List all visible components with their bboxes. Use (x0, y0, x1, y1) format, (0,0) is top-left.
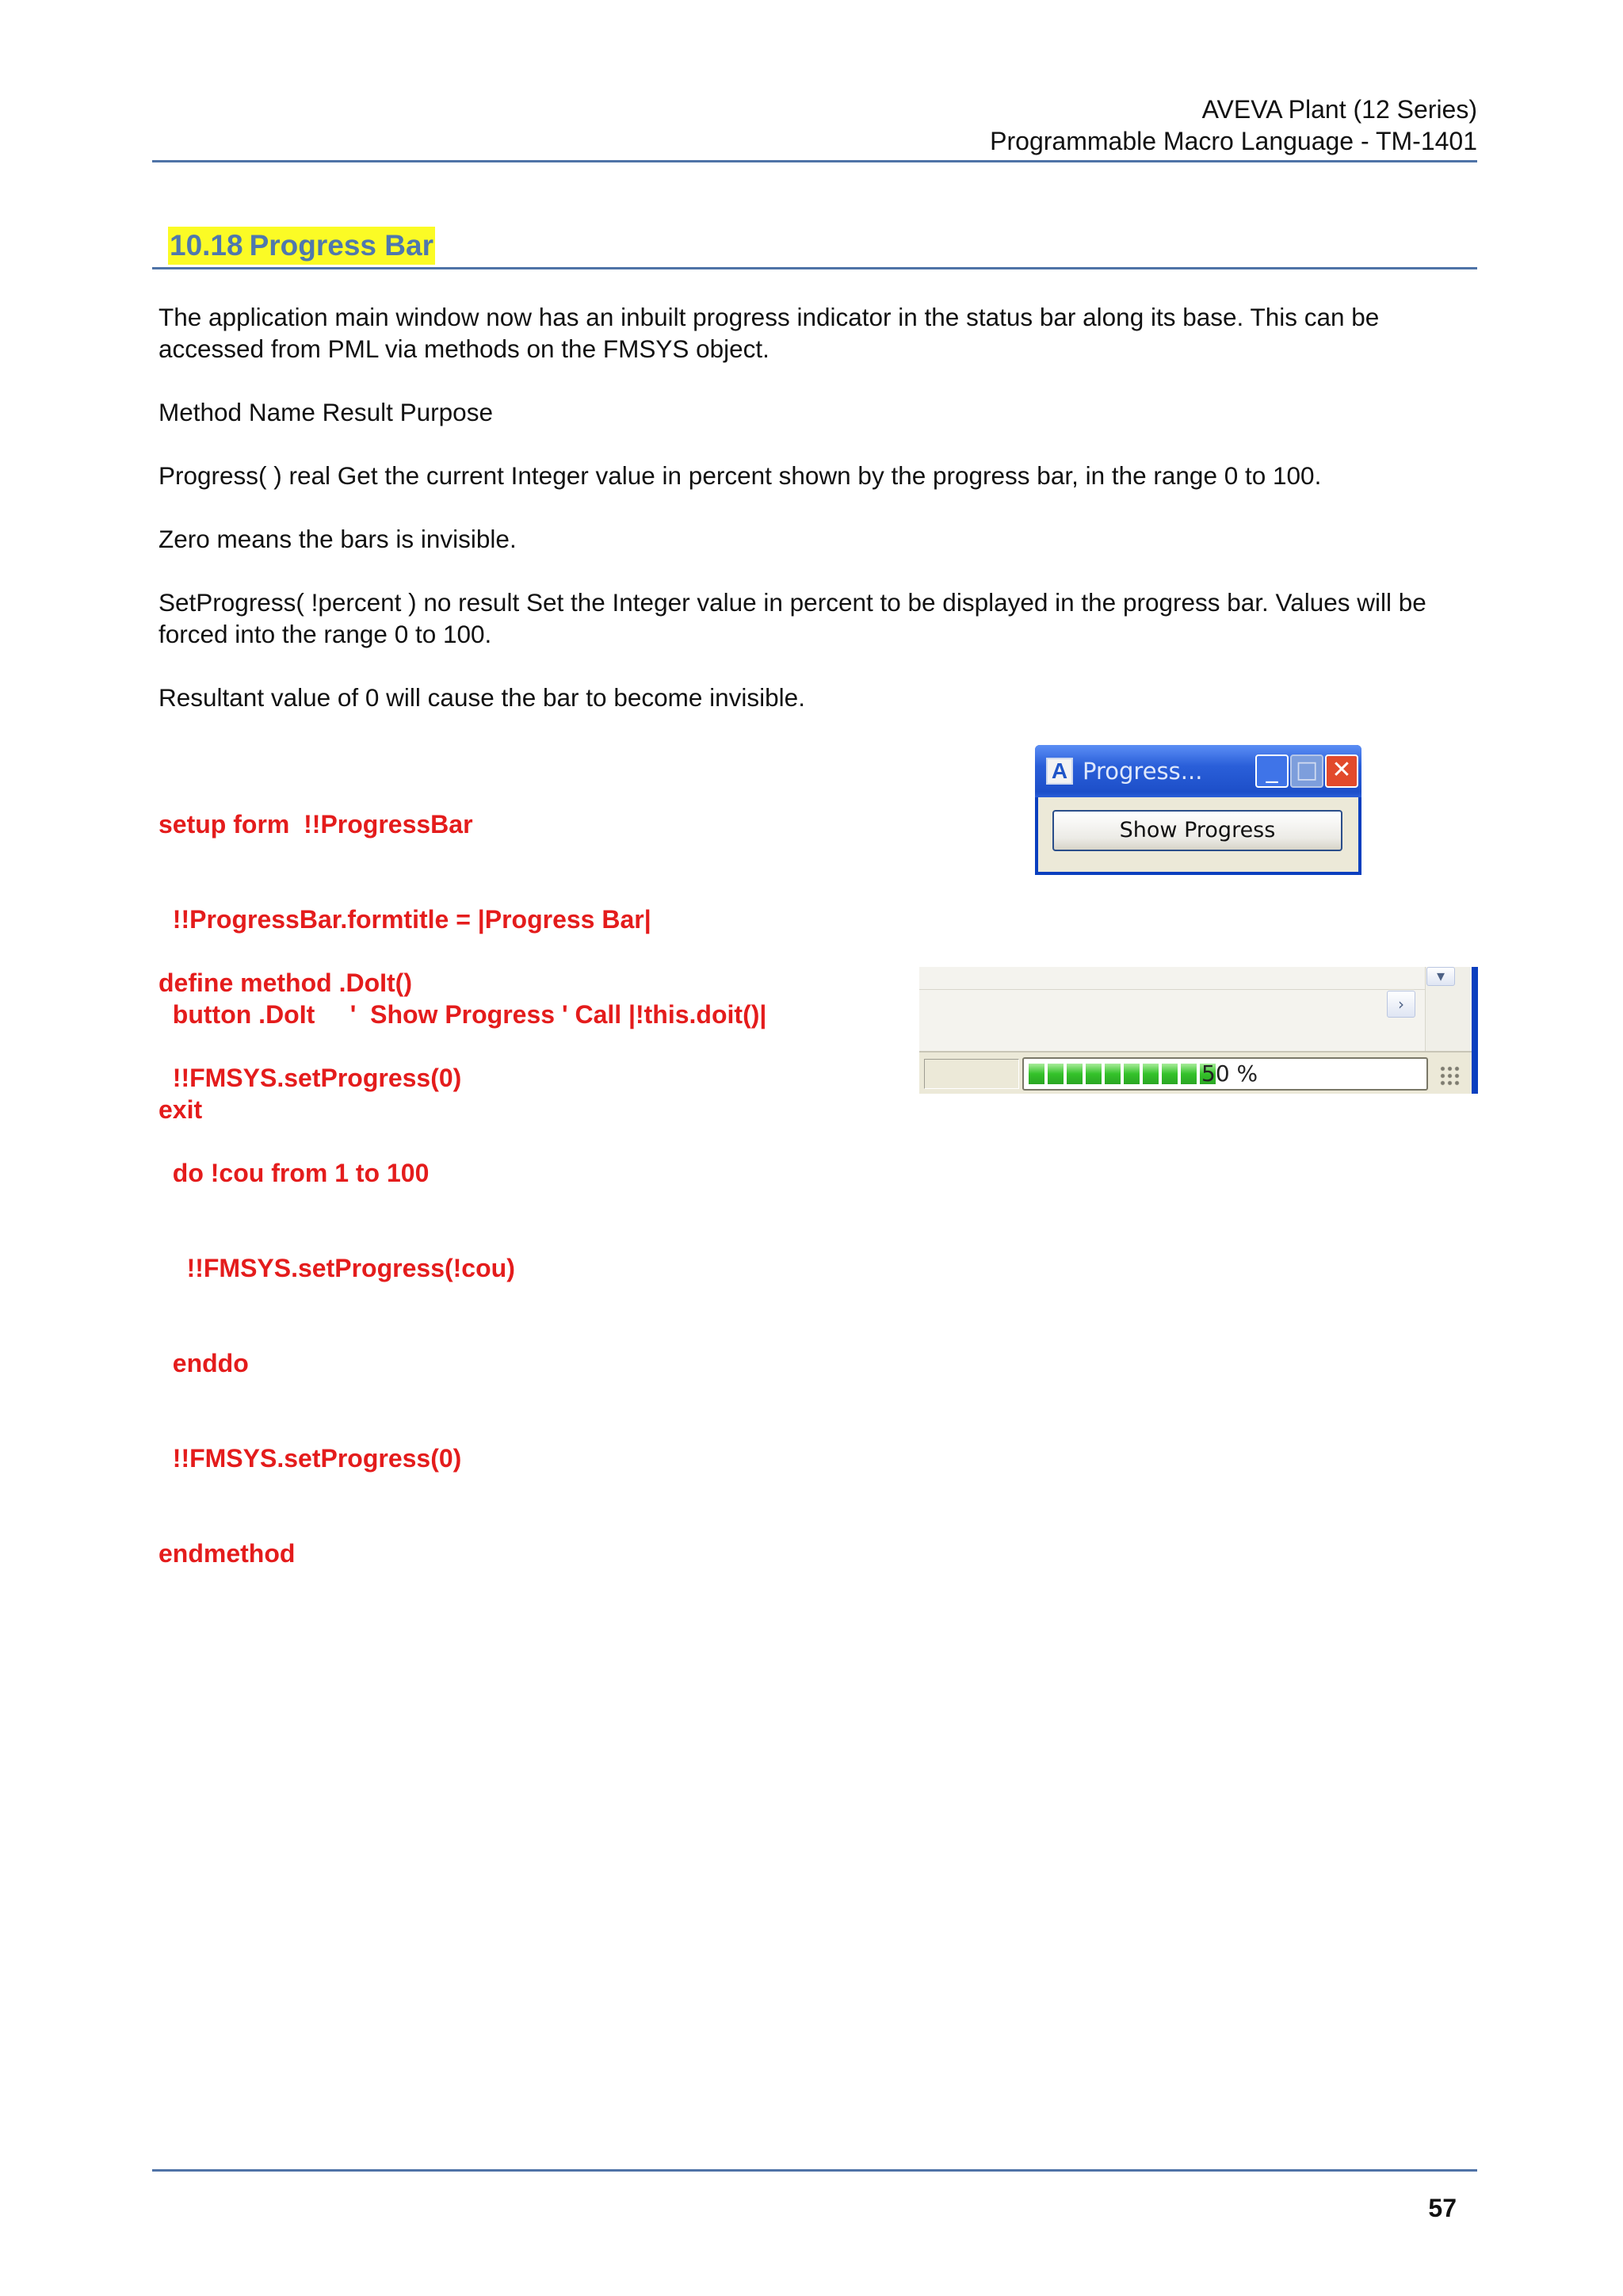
method-columns-paragraph: Method Name Result Purpose (158, 398, 493, 426)
form-titlebar[interactable] (1035, 745, 1361, 797)
status-bar (919, 1051, 1472, 1094)
resultant-paragraph: Resultant value of 0 will cause the bar to become invisible. (158, 683, 805, 712)
header-product: AVEVA Plant (12 Series) (1201, 95, 1477, 124)
page-number: 57 (1428, 2194, 1457, 2222)
code-line: !!ProgressBar.formtitle = |Progress Bar| (158, 905, 651, 934)
code-line: define method .DoIt() (158, 968, 412, 997)
maximize-button[interactable]: □ (1290, 755, 1323, 788)
section-heading (168, 227, 435, 265)
code-line: !!FMSYS.setProgress(0) (158, 1444, 462, 1473)
section-title: Progress Bar (249, 229, 433, 262)
progress-form-window (1035, 745, 1361, 875)
code-line: endmethod (158, 1539, 296, 1568)
progress-bar (1022, 1057, 1428, 1091)
zero-paragraph: Zero means the bars is invisible. (158, 525, 517, 553)
form-body (1038, 797, 1358, 872)
progress-segment (1143, 1064, 1159, 1084)
app-icon: A (1046, 758, 1073, 785)
code-block-define-method (158, 904, 515, 1601)
footer-rule (152, 2169, 1477, 2172)
show-progress-button[interactable]: Show Progress (1052, 810, 1342, 851)
status-panel (924, 1059, 1019, 1089)
progress-segment (1048, 1064, 1064, 1084)
progress-percent-label: 50 % (1201, 1060, 1258, 1087)
form-title: Progress... (1083, 758, 1203, 785)
progress-method-paragraph: Progress( ) real Get the current Integer value in percent shown by the progress bar, in the range 0 to 100. (158, 461, 1322, 490)
intro-paragraph: The application main window now has an inbuilt progress indicator in the status bar along its base. This can be accessed from PML via methods on the FMSYS object. (158, 303, 1380, 363)
main-window-status-area (919, 967, 1478, 1094)
header-course: Programmable Macro Language - TM-1401 (990, 127, 1477, 155)
close-button[interactable]: ✕ (1325, 755, 1358, 788)
section-rule (152, 267, 1477, 269)
progress-segment (1067, 1064, 1083, 1084)
code-line: !!FMSYS.setProgress(0) (158, 1064, 462, 1092)
resize-grip-icon[interactable] (1439, 1065, 1461, 1087)
progress-segment (1029, 1064, 1044, 1084)
scroll-down-icon[interactable]: ▾ (1426, 967, 1455, 986)
section-number: 10.18 (170, 229, 243, 262)
code-line: exit (158, 1095, 203, 1124)
setprogress-method-paragraph: SetProgress( !percent ) no result Set the Integer value in percent to be displayed in the progress bar. Values will be forced into the range 0 to 100. (158, 588, 1426, 648)
page-header (990, 94, 1477, 157)
code-line: setup form !!ProgressBar (158, 810, 473, 839)
progress-bar-fill (1029, 1064, 1216, 1084)
section-heading-highlight (168, 227, 435, 265)
code-line: button .DoIt ' Show Progress ' Call |!this.doit()| (158, 1000, 767, 1029)
header-rule (152, 160, 1477, 162)
progress-segment (1181, 1064, 1197, 1084)
code-line: !!FMSYS.setProgress(!cou) (158, 1254, 515, 1282)
minimize-button[interactable]: _ (1255, 755, 1289, 788)
progress-segment (1086, 1064, 1102, 1084)
progress-segment (1162, 1064, 1178, 1084)
progress-segment (1124, 1064, 1140, 1084)
code-line: do !cou from 1 to 100 (158, 1159, 430, 1187)
progress-segment (1105, 1064, 1121, 1084)
divider (919, 989, 1425, 990)
scroll-right-icon[interactable]: › (1387, 991, 1415, 1018)
window-border (1472, 967, 1478, 1094)
code-line: enddo (158, 1349, 249, 1377)
